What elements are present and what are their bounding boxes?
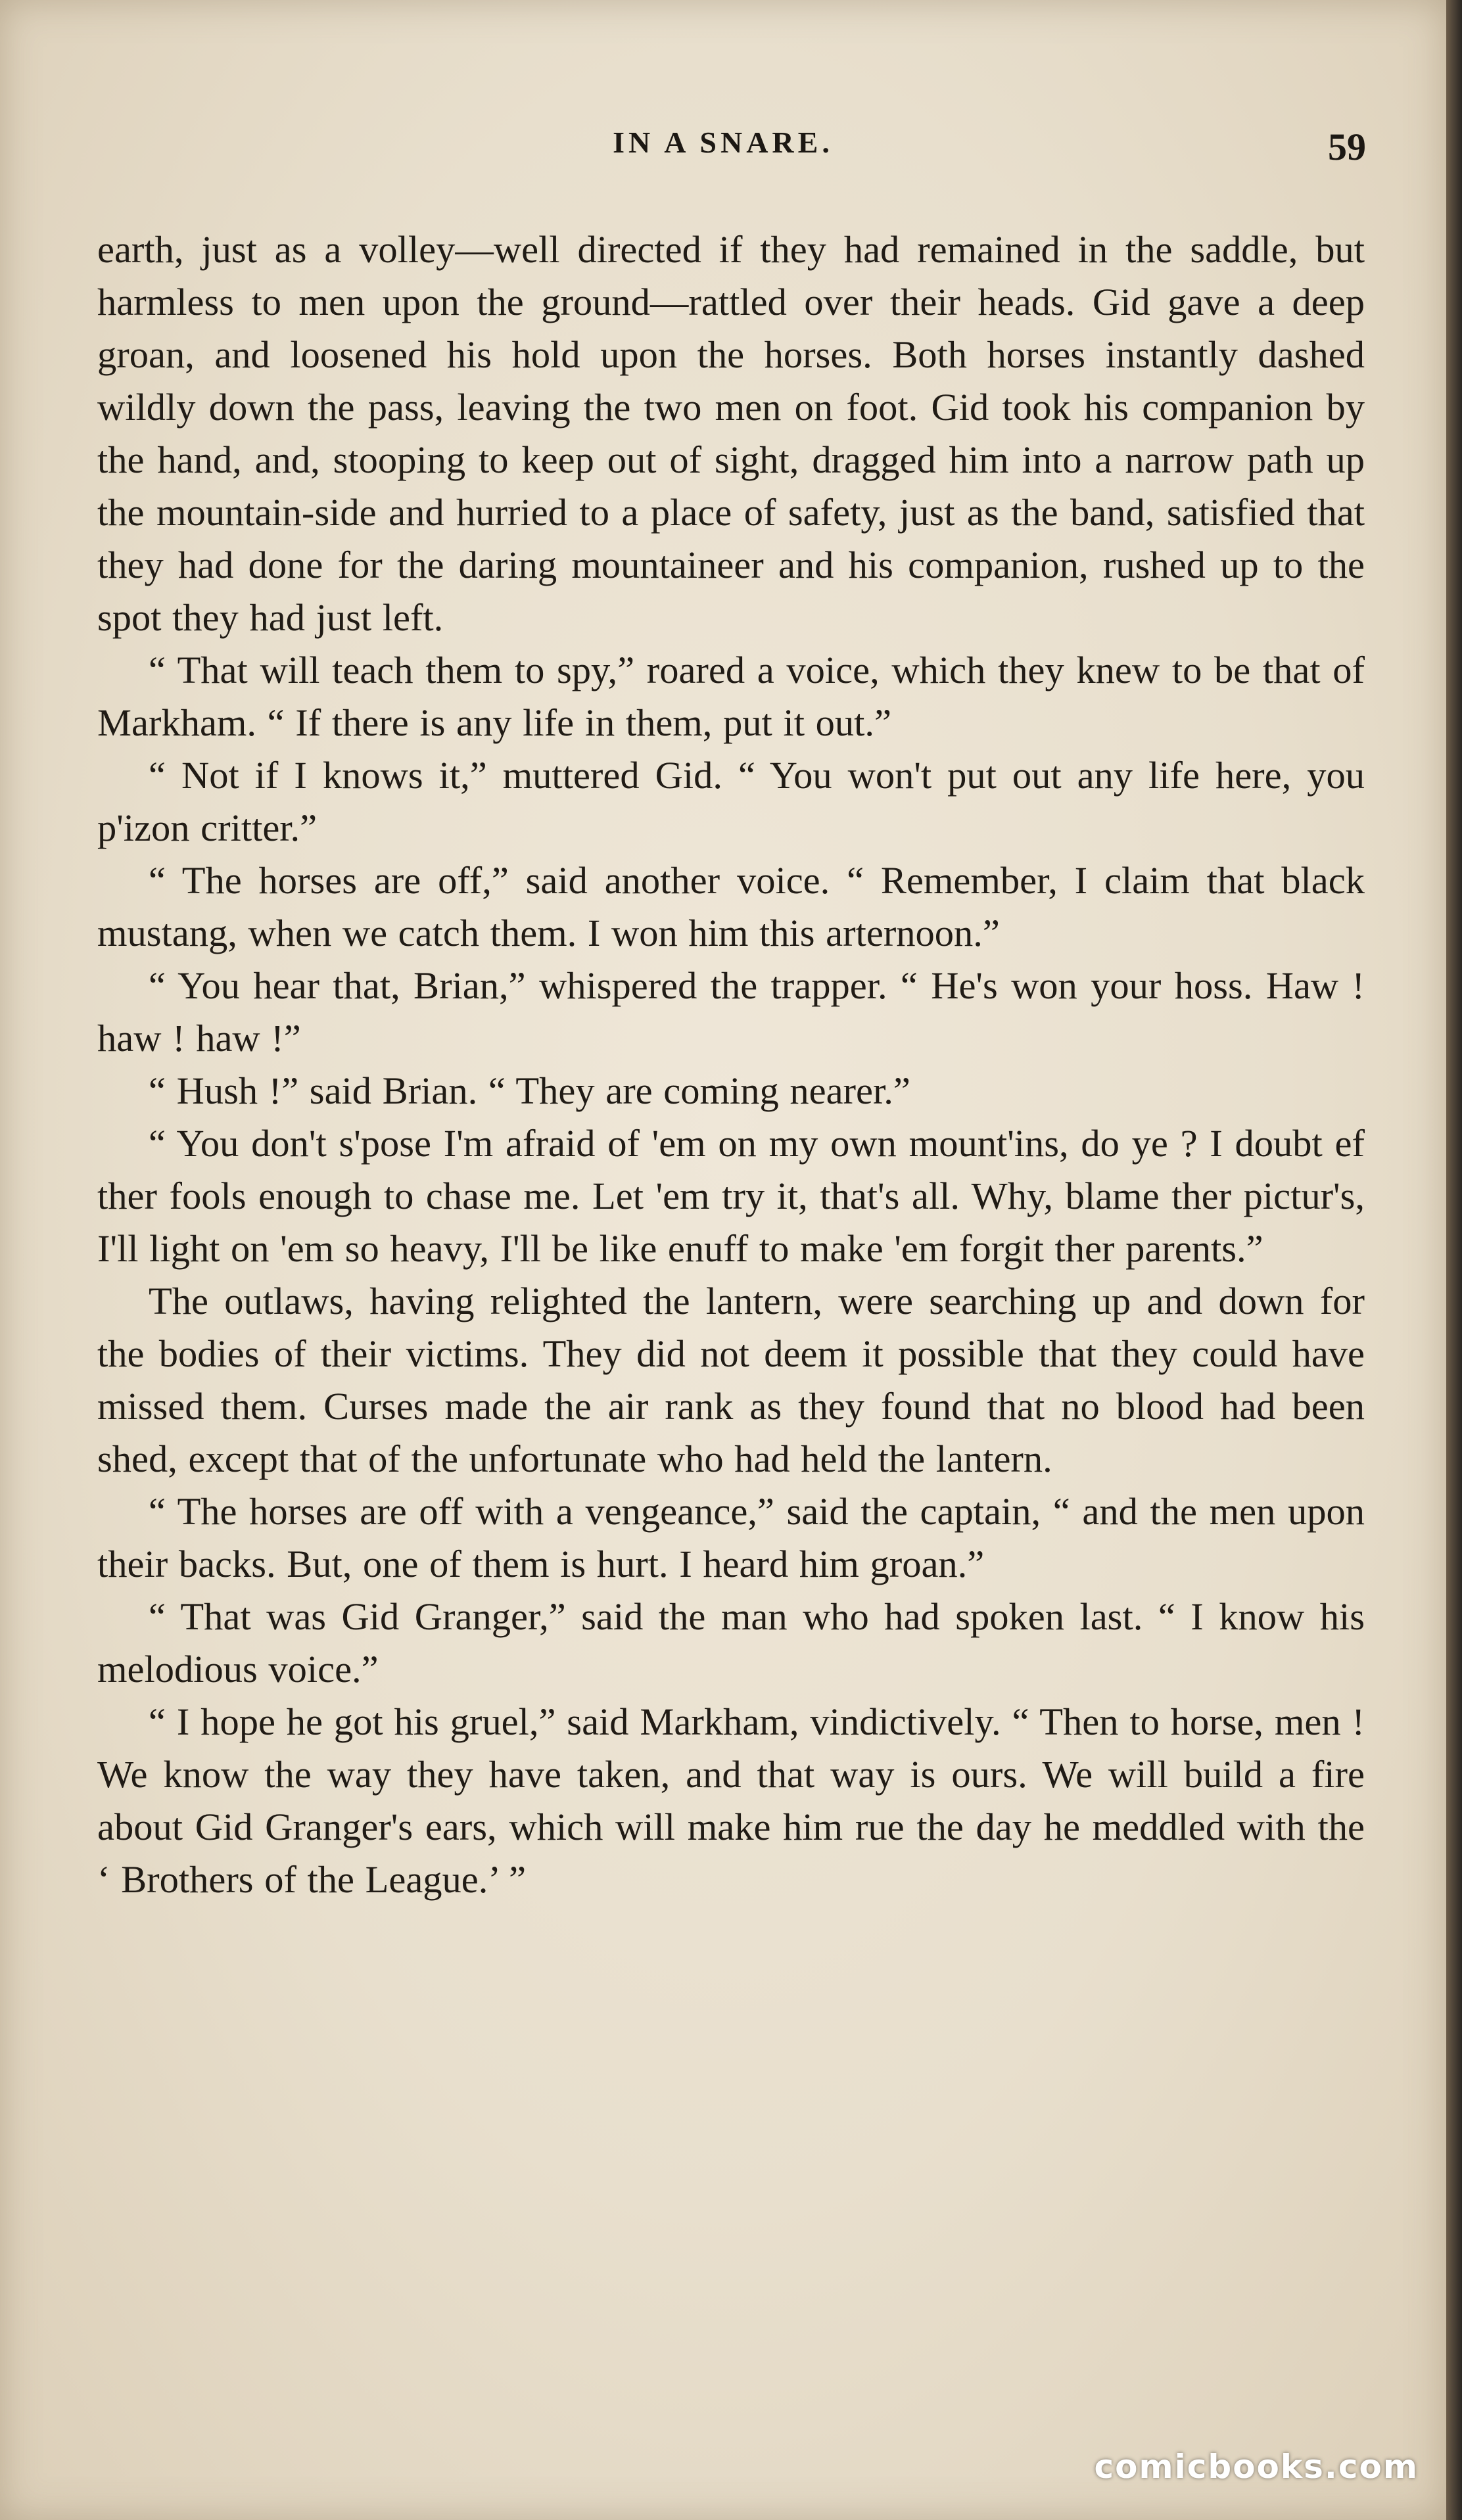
paragraph: “ You hear that, Brian,” whispered the trapper. “ He's won your hoss. Haw ! haw ! haw !” [97,964,1365,1060]
page-edge [1446,0,1462,2520]
body-text [97,223,1365,1906]
running-title: IN A SNARE. [613,126,834,159]
paragraph: “ That was Gid Granger,” said the man who had spoken last. “ I know his melodious voice.” [97,1595,1365,1691]
paragraph: “ Hush !” said Brian. “ They are coming nearer.” [149,1069,910,1112]
paragraph: “ I hope he got his gruel,” said Markham, vindictively. “ Then to horse, men ! We know the way they have taken, and that way is ours. We will build a fire about Gid Granger's ears, which will make him rue the day he meddled with the ‘ Brothers of the League.’ ” [97,1700,1365,1901]
paragraph: “ Not if I knows it,” muttered Gid. “ You won't put out any life here, you p'izon critter.” [97,754,1365,849]
watermark-logo: comicbooks.com [1094,2448,1419,2486]
paragraph: earth, just as a volley—well directed if they had remained in the saddle, but harmless to men upon the ground—rattled over their heads. Gid gave a deep groan, and loosened his hold upon the horses. Both horses instantly dashed wildly down the pass, leaving the two men on foot. Gid took his companion by the hand, and, stooping to keep out of sight, dragged him into a narrow path up the mountain-side and hurried to a place of safety, just as the band, satisfied that they had done for the daring mountaineer and his companion, rushed up to the spot they had just left. [97,228,1365,639]
page-number: 59 [1328,126,1366,168]
paragraph: “ The horses are off with a vengeance,” said the captain, “ and the men upon their backs. But, one of them is hurt. I heard him groan.” [97,1490,1365,1585]
paragraph: “ The horses are off,” said another voice. “ Remember, I claim that black mustang, when we catch them. I won him this arternoon.” [97,859,1365,954]
paragraph: “ You don't s'pose I'm afraid of 'em on my own mount'ins, do ye ? I doubt ef ther fools enough to chase me. Let 'em try it, that's all. Why, blame ther pictur's, I'll light on 'em so heavy, I'll be like enuff to make 'em forgit ther parents.” [97,1122,1365,1270]
paragraph: “ That will teach them to spy,” roared a voice, which they knew to be that of Markham. “ If there is any life in them, put it out.” [97,649,1365,744]
running-head [0,125,1446,171]
paragraph: The outlaws, having relighted the lantern, were searching up and down for the bodies of their victims. They did not deem it possible that they could have missed them. Curses made the air rank as they found that no blood had been shed, except that of the unfortunate who had held the lantern. [97,1280,1365,1480]
